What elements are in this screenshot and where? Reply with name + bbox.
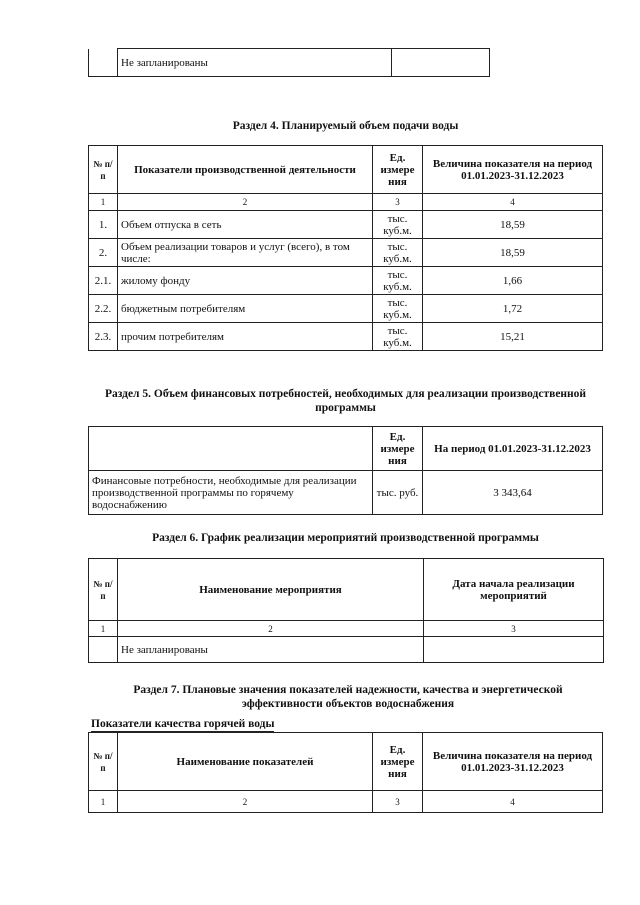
row-num — [89, 637, 118, 663]
row-value: 1,66 — [423, 267, 603, 295]
top-table-empty-cell — [392, 49, 490, 77]
section7-title: Раздел 7. Плановые значения показателей надежности, качества и энергетической эффективности объектов водоснабжения — [133, 684, 563, 710]
row-num: 1. — [89, 211, 118, 239]
section7-colnum-3: 3 — [373, 791, 423, 813]
section7-header-name: Наименование показателей — [118, 733, 373, 791]
section4-colnum-1: 1 — [89, 194, 118, 211]
row-name: Не запланированы — [118, 637, 424, 663]
row-unit: тыс. руб. — [373, 471, 423, 515]
section4-header-num: № п/п — [89, 146, 118, 194]
row-unit: тыс. куб.м. — [373, 239, 423, 267]
section4-table — [88, 145, 603, 351]
section7-subtitle: Показатели качества горячей воды — [91, 718, 275, 730]
section6-title: Раздел 6. График реализации мероприятий производственной программы — [152, 532, 539, 544]
section7-header-num: № п/п — [89, 733, 118, 791]
row-date — [424, 637, 604, 663]
row-name: Объем отпуска в сеть — [118, 211, 373, 239]
row-name: Объем реализации товаров и услуг (всего), в том числе: — [118, 239, 373, 267]
row-num: 2. — [89, 239, 118, 267]
section6-colnum-1: 1 — [89, 621, 118, 637]
section4-colnum-4: 4 — [423, 194, 603, 211]
section6-colnum-3: 3 — [424, 621, 604, 637]
row-num: 2.1. — [89, 267, 118, 295]
section7-header-value: Величина показателя на период 01.01.2023-31.12.2023 — [423, 733, 603, 791]
table-row — [89, 211, 603, 239]
row-unit: тыс. куб.м. — [373, 295, 423, 323]
section4-header-value: Величина показателя на период 01.01.2023-31.12.2023 — [423, 146, 603, 194]
table-row — [89, 323, 603, 351]
section5-header-empty — [89, 427, 373, 471]
section5-table — [88, 426, 603, 515]
section7-header-unit: Ед. измере ния — [373, 733, 423, 791]
row-value: 3 343,64 — [423, 471, 603, 515]
section5-header-unit: Ед. измере ния — [373, 427, 423, 471]
table-row — [89, 239, 603, 267]
section6-header-date: Дата начала реализации мероприятий — [424, 559, 604, 621]
top-table-num-cell — [89, 49, 118, 77]
section6-table — [88, 558, 604, 663]
row-value: 18,59 — [423, 239, 603, 267]
section5-header-period: На период 01.01.2023-31.12.2023 — [423, 427, 603, 471]
section7-colnum-4: 4 — [423, 791, 603, 813]
section7-colnum-1: 1 — [89, 791, 118, 813]
row-name: Финансовые потребности, необходимые для реализации производственной программы по горячему водоснабжению — [89, 471, 373, 515]
section4-title: Раздел 4. Планируемый объем подачи воды — [232, 120, 459, 132]
table-row — [89, 267, 603, 295]
row-value: 18,59 — [423, 211, 603, 239]
section4-colnum-2: 2 — [118, 194, 373, 211]
table-row — [89, 295, 603, 323]
row-num: 2.2. — [89, 295, 118, 323]
section6-header-num: № п/п — [89, 559, 118, 621]
section4-header-indicator: Показатели производственной деятельности — [118, 146, 373, 194]
section4-colnum-3: 3 — [373, 194, 423, 211]
row-value: 1,72 — [423, 295, 603, 323]
row-name: прочим потребителям — [118, 323, 373, 351]
section6-colnum-2: 2 — [118, 621, 424, 637]
top-table — [88, 48, 490, 77]
row-unit: тыс. куб.м. — [373, 323, 423, 351]
row-value: 15,21 — [423, 323, 603, 351]
row-name: бюджетным потребителям — [118, 295, 373, 323]
top-table-text-cell: Не запланированы — [118, 49, 392, 77]
section4-header-unit: Ед. измере ния — [373, 146, 423, 194]
section5-title: Раздел 5. Объем финансовых потребностей, необходимых для реализации производственной программы — [104, 388, 587, 414]
table-row — [89, 471, 603, 515]
row-num: 2.3. — [89, 323, 118, 351]
section7-table — [88, 732, 603, 813]
section6-header-name: Наименование мероприятия — [118, 559, 424, 621]
section7-colnum-2: 2 — [118, 791, 373, 813]
row-name: жилому фонду — [118, 267, 373, 295]
row-unit: тыс. куб.м. — [373, 267, 423, 295]
row-unit: тыс. куб.м. — [373, 211, 423, 239]
table-row — [89, 637, 604, 663]
